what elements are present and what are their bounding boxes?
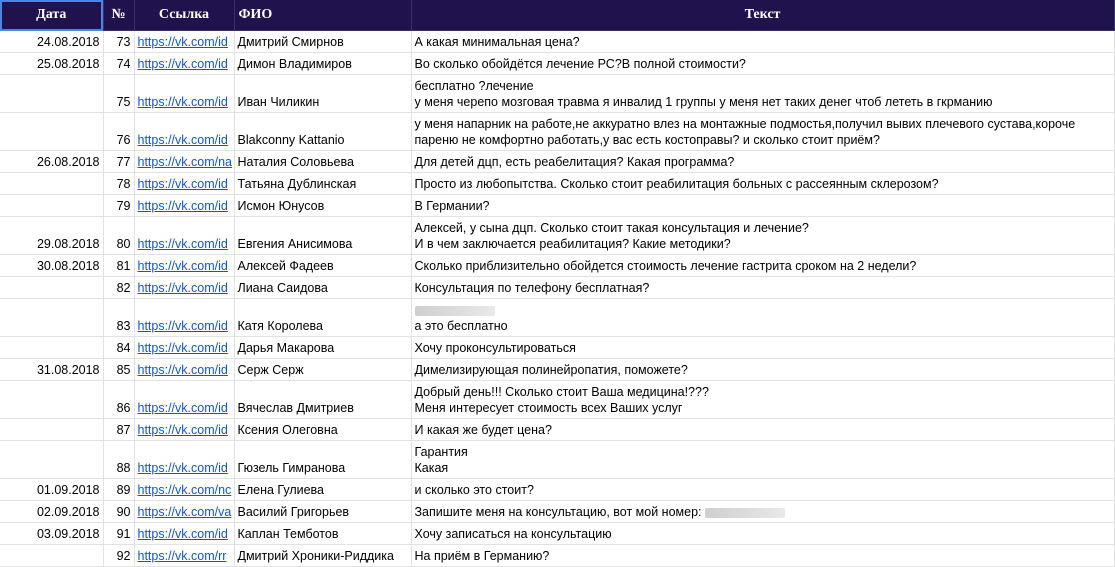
cell-date[interactable]: 26.08.2018 [0, 151, 103, 173]
cell-number[interactable]: 82 [103, 277, 134, 299]
header-row [0, 0, 1114, 31]
table-row [0, 479, 1114, 501]
cell-fio[interactable]: Исмон Юнусов [234, 195, 411, 217]
cell-fio[interactable]: Дмитрий Смирнов [234, 31, 411, 53]
cell-text[interactable]: Гарантия Какая [411, 441, 1114, 479]
table-row [0, 255, 1114, 277]
cell-link[interactable]: https://vk.com/id [134, 381, 234, 419]
cell-number[interactable]: 76 [103, 113, 134, 151]
cell-link[interactable]: https://vk.com/id [134, 441, 234, 479]
cell-link[interactable]: https://vk.com/id [134, 299, 234, 337]
cell-number[interactable]: 79 [103, 195, 134, 217]
cell-fio[interactable]: Катя Королева [234, 299, 411, 337]
cell-fio[interactable]: Вячеслав Дмитриев [234, 381, 411, 419]
cell-date[interactable] [0, 113, 103, 151]
cell-date[interactable] [0, 381, 103, 419]
table-row [0, 277, 1114, 299]
cell-link[interactable]: https://vk.com/nc [134, 479, 234, 501]
cell-fio[interactable]: Василий Григорьев [234, 501, 411, 523]
cell-text[interactable]: а это бесплатно [411, 299, 1114, 337]
cell-fio[interactable]: Евгения Анисимова [234, 217, 411, 255]
table-row [0, 419, 1114, 441]
cell-fio[interactable]: Алексей Фадеев [234, 255, 411, 277]
cell-number[interactable]: 81 [103, 255, 134, 277]
cell-text[interactable]: Просто из любопытства. Сколько стоит реабилитация больных с рассеянным склерозом? [411, 173, 1114, 195]
cell-fio[interactable]: Дарья Макарова [234, 337, 411, 359]
table-row [0, 381, 1114, 419]
table-row [0, 545, 1114, 567]
cell-date[interactable] [0, 75, 103, 113]
cell-number[interactable]: 83 [103, 299, 134, 337]
cell-date[interactable] [0, 545, 103, 567]
cell-text[interactable]: Алексей, у сына дцп. Сколько стоит такая консультация и лечение? И в чем заключается реабилитация? Какие методики? [411, 217, 1114, 255]
cell-date[interactable] [0, 195, 103, 217]
cell-fio[interactable]: Наталия Соловьева [234, 151, 411, 173]
cell-date[interactable] [0, 419, 103, 441]
cell-text[interactable]: бесплатно ?лечение у меня черепо мозговая травма я инвалид 1 группы у меня нет таких денег чтоб лететь в гкрманию [411, 75, 1114, 113]
cell-date[interactable]: 03.09.2018 [0, 523, 103, 545]
cell-fio[interactable]: Гюзель Гимранова [234, 441, 411, 479]
cell-date[interactable]: 01.09.2018 [0, 479, 103, 501]
cell-number[interactable]: 73 [103, 31, 134, 53]
cell-fio[interactable]: Серж Серж [234, 359, 411, 381]
cell-number[interactable]: 88 [103, 441, 134, 479]
table-row [0, 337, 1114, 359]
cell-number[interactable]: 84 [103, 337, 134, 359]
cell-text[interactable]: Для детей дцп, есть реабелитация? Какая программа? [411, 151, 1114, 173]
table-row [0, 359, 1114, 381]
redacted-phone [415, 306, 495, 316]
cell-text[interactable]: Хочу записаться на консультацию [411, 523, 1114, 545]
table-row [0, 523, 1114, 545]
cell-fio[interactable]: Димон Владимиров [234, 53, 411, 75]
cell-text[interactable]: Консультация по телефону бесплатная? [411, 277, 1114, 299]
cell-link[interactable]: https://vk.com/id [134, 75, 234, 113]
cell-number[interactable]: 85 [103, 359, 134, 381]
cell-link[interactable]: https://vk.com/id [134, 31, 234, 53]
cell-link[interactable]: https://vk.com/id [134, 195, 234, 217]
table-row [0, 501, 1114, 523]
cell-fio[interactable]: Елена Гулиева [234, 479, 411, 501]
cell-link[interactable]: https://vk.com/id [134, 255, 234, 277]
table-row [0, 217, 1114, 255]
cell-text[interactable]: Хочу проконсультироваться [411, 337, 1114, 359]
cell-text[interactable]: Во сколько обойдётся лечение РС?В полной стоимости? [411, 53, 1114, 75]
cell-fio[interactable]: Дмитрий Хроники-Риддика [234, 545, 411, 567]
cell-number[interactable]: 86 [103, 381, 134, 419]
cell-link[interactable]: https://vk.com/id [134, 277, 234, 299]
cell-link[interactable]: https://vk.com/id [134, 173, 234, 195]
cell-text[interactable]: Добрый день!!! Сколько стоит Ваша медицина!??? Меня интересует стоимость всех Ваших услуг [411, 381, 1114, 419]
cell-date[interactable] [0, 337, 103, 359]
cell-date[interactable]: 31.08.2018 [0, 359, 103, 381]
cell-link[interactable]: https://vk.com/id [134, 53, 234, 75]
cell-text[interactable]: и сколько это стоит? [411, 479, 1114, 501]
header-fio[interactable]: ФИО [234, 0, 411, 31]
cell-number[interactable]: 77 [103, 151, 134, 173]
cell-text[interactable]: В Германии? [411, 195, 1114, 217]
cell-date[interactable] [0, 173, 103, 195]
table-row [0, 75, 1114, 113]
table-row [0, 151, 1114, 173]
cell-date[interactable]: 24.08.2018 [0, 31, 103, 53]
cell-link[interactable]: https://vk.com/id [134, 359, 234, 381]
cell-link[interactable]: https://vk.com/na [134, 151, 234, 173]
cell-date[interactable]: 25.08.2018 [0, 53, 103, 75]
table-row [0, 173, 1114, 195]
cell-number[interactable]: 90 [103, 501, 134, 523]
cell-number[interactable]: 92 [103, 545, 134, 567]
cell-fio[interactable]: Blakconny Kattanio [234, 113, 411, 151]
cell-text[interactable]: Сколько приблизительно обойдется стоимость лечение гастрита сроком на 2 недели? [411, 255, 1114, 277]
cell-number[interactable]: 80 [103, 217, 134, 255]
header-date[interactable]: Дата [0, 0, 103, 31]
cell-number[interactable]: 74 [103, 53, 134, 75]
cell-fio[interactable]: Каплан Темботов [234, 523, 411, 545]
cell-text[interactable]: И какая же будет цена? [411, 419, 1114, 441]
cell-text[interactable]: На приём в Германию? [411, 545, 1114, 567]
cell-link[interactable]: https://vk.com/id [134, 113, 234, 151]
cell-link[interactable]: https://vk.com/id [134, 217, 234, 255]
cell-text[interactable]: А какая минимальная цена? [411, 31, 1114, 53]
table-row [0, 113, 1114, 151]
table-row [0, 195, 1114, 217]
cell-date[interactable] [0, 299, 103, 337]
cell-date[interactable] [0, 277, 103, 299]
table-row [0, 441, 1114, 479]
cell-number[interactable]: 75 [103, 75, 134, 113]
cell-link[interactable]: https://vk.com/rr [134, 545, 234, 567]
cell-date[interactable]: 02.09.2018 [0, 501, 103, 523]
cell-link[interactable]: https://vk.com/id [134, 523, 234, 545]
table-row [0, 53, 1114, 75]
cell-fio[interactable]: Татьяна Дублинская [234, 173, 411, 195]
cell-number[interactable]: 91 [103, 523, 134, 545]
cell-fio[interactable]: Иван Чиликин [234, 75, 411, 113]
cell-date[interactable] [0, 441, 103, 479]
header-link[interactable]: Ссылка [134, 0, 234, 31]
cell-fio[interactable]: Лиана Саидова [234, 277, 411, 299]
cell-link[interactable]: https://vk.com/id [134, 337, 234, 359]
cell-number[interactable]: 89 [103, 479, 134, 501]
cell-text[interactable]: Димелизирующая полинейропатия, поможете? [411, 359, 1114, 381]
cell-link[interactable]: https://vk.com/id [134, 419, 234, 441]
cell-date[interactable]: 29.08.2018 [0, 217, 103, 255]
redacted-phone [705, 508, 785, 518]
header-text[interactable]: Текст [411, 0, 1114, 31]
header-number[interactable]: № [103, 0, 134, 31]
cell-text[interactable]: у меня напарник на работе,не аккуратно влез на монтажные подмостья,получил вывих плечевого сустава,короче пареню не комфортно работать,у вас есть костоправы? и сколько стоит приём? [411, 113, 1114, 151]
cell-text[interactable]: Запишите меня на консультацию, вот мой номер: [411, 501, 1114, 523]
cell-number[interactable]: 87 [103, 419, 134, 441]
cell-date[interactable]: 30.08.2018 [0, 255, 103, 277]
cell-number[interactable]: 78 [103, 173, 134, 195]
cell-fio[interactable]: Ксения Олеговна [234, 419, 411, 441]
table-row [0, 299, 1114, 337]
table-body [0, 31, 1114, 567]
cell-link[interactable]: https://vk.com/va [134, 501, 234, 523]
table-row [0, 31, 1114, 53]
